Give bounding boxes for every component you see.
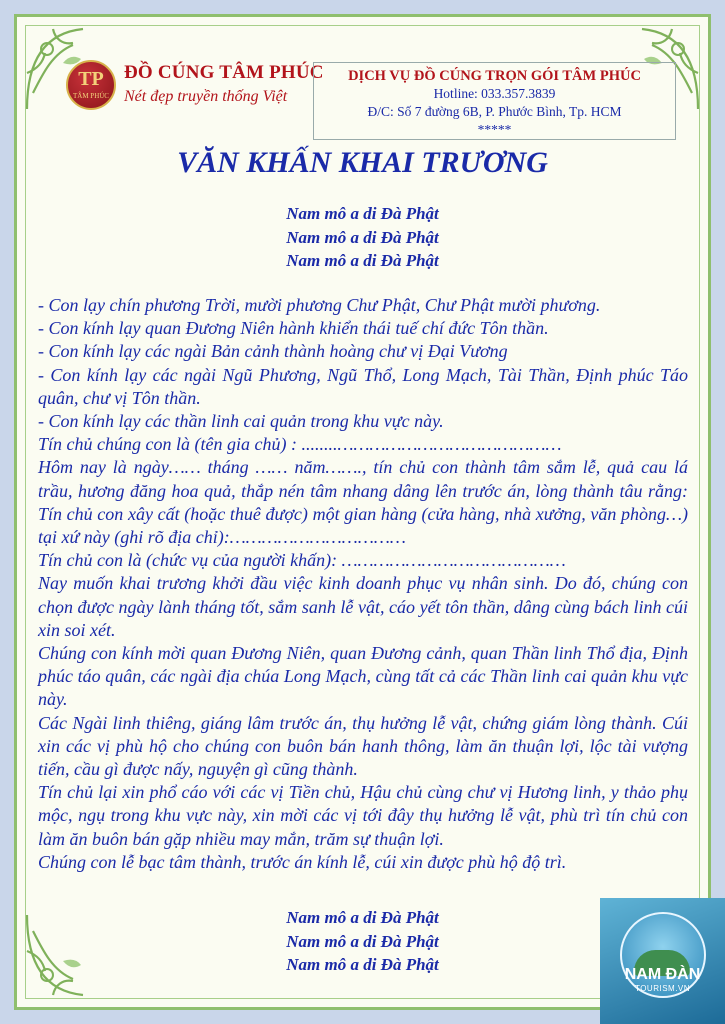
prayer-paragraph: Tín chủ lại xin phổ cáo với các vị Tiền chủ, Hậu chủ cùng chư vị Hương linh, y thảo phụ mộc, ngụ trong khu vực này, xin mời các vị tới đây thụ hưởng lễ vật, phù trì tín chủ con làm ăn buôn bán gặp nhiều may mắn, trăm sự thuận lợi.: [38, 782, 688, 849]
prayer-paragraph: - Con lạy chín phương Trời, mười phương Chư Phật, Chư Phật mười phương.: [38, 295, 601, 315]
chant-line: Nam mô a di Đà Phật: [286, 908, 439, 927]
prayer-paragraph: Tín chủ chúng con là (tên gia chủ) : ........……………………………………: [38, 434, 562, 455]
prayer-body: [38, 294, 688, 874]
prayer-paragraph: Chúng con lễ bạc tâm thành, trước án kính lễ, cúi xin được phù hộ độ trì.: [38, 851, 567, 872]
chant-line: Nam mô a di Đà Phật: [286, 204, 439, 223]
service-address: Đ/C: Số 7 đường 6B, P. Phước Bình, Tp. HCM: [367, 104, 622, 119]
prayer-paragraph: - Con kính lạy các thần linh cai quản trong khu vực này.: [38, 411, 444, 432]
chant-line: Nam mô a di Đà Phật: [286, 955, 439, 974]
watermark-site: TOURISM.VN: [634, 984, 691, 993]
prayer-paragraph: Hôm nay là ngày…… tháng …… năm……., tín chủ con thành tâm sắm lễ, quả cau lá trầu, hương đăng hoa quả, thắp nén tâm nhang dâng lên trước án, lòng thành tâu rằng: Tín chủ con xây cất (hoặc thuê được) một gian hàng (cửa hàng, nhà xưởng, văn phòng…) tại xứ này (ghi rõ địa chỉ):……………………………: [38, 457, 688, 548]
service-info-box: [313, 62, 676, 140]
chant-line: Nam mô a di Đà Phật: [286, 251, 439, 270]
brand-logo: [66, 60, 324, 115]
prayer-paragraph: Các Ngài linh thiêng, giáng lâm trước án, thụ hưởng lễ vật, chứng giám lòng thành. Cúi xin các vị phù hộ cho chúng con buôn bán hanh thông, làm ăn thuận lợi, lộc tài vượng tiến, cầu gì được nấy, nguyện gì cũng thành.: [38, 712, 688, 780]
prayer-paragraph: - Con kính lạy các ngài Ngũ Phương, Ngũ Thổ, Long Mạch, Tài Thần, Định phúc Táo quân, chư vị Tôn thần.: [38, 364, 688, 408]
chant-line: Nam mô a di Đà Phật: [286, 931, 439, 951]
service-stars: *****: [477, 122, 512, 137]
watermark-name: NAM ĐÀN: [624, 966, 701, 983]
service-title: DỊCH VỤ ĐỒ CÚNG TRỌN GÓI TÂM PHÚC: [348, 68, 641, 84]
logo-badge-icon: [66, 60, 116, 110]
prayer-paragraph: - Con kính lạy quan Đương Niên hành khiển thái tuế chí đức Tôn thần.: [38, 318, 549, 339]
prayer-paragraph: Chúng con kính mời quan Đương Niên, quan Đương cảnh, quan Thần linh Thổ địa, Định phúc táo quân, các ngài địa chúa Long Mạch, cùng tất cả các Thần linh cai quản khu vực này.: [38, 643, 688, 710]
brand-name: ĐỒ CÚNG TÂM PHÚC: [124, 62, 324, 83]
chant-line: Nam mô a di Đà Phật: [286, 227, 439, 247]
logo-initials: TP: [78, 68, 104, 90]
brand-slogan: Nét đẹp truyền thống Việt: [124, 88, 288, 105]
logo-badge-name: TÂM PHÚC: [73, 92, 109, 100]
service-hotline: Hotline: 033.357.3839: [433, 86, 556, 101]
prayer-paragraph: - Con kính lạy các ngài Bản cảnh thành hoàng chư vị Đại Vương: [38, 341, 508, 362]
watermark-logo: [600, 898, 725, 1024]
page-title: VĂN KHẤN KHAI TRƯƠNG: [177, 146, 548, 179]
prayer-paragraph: Tín chủ con là (chức vụ của người khấn): ……………………………………: [38, 550, 566, 571]
prayer-paragraph: Nay muốn khai trương khởi đầu việc kinh doanh phục vụ nhân sinh. Do đó, chúng con chọn được ngày lành tháng tốt, sắm sanh lễ vật, cáo yết tôn thần, dâng cùng bách linh cúi xin soi xét.: [38, 573, 688, 640]
chant-top: [0, 202, 725, 273]
